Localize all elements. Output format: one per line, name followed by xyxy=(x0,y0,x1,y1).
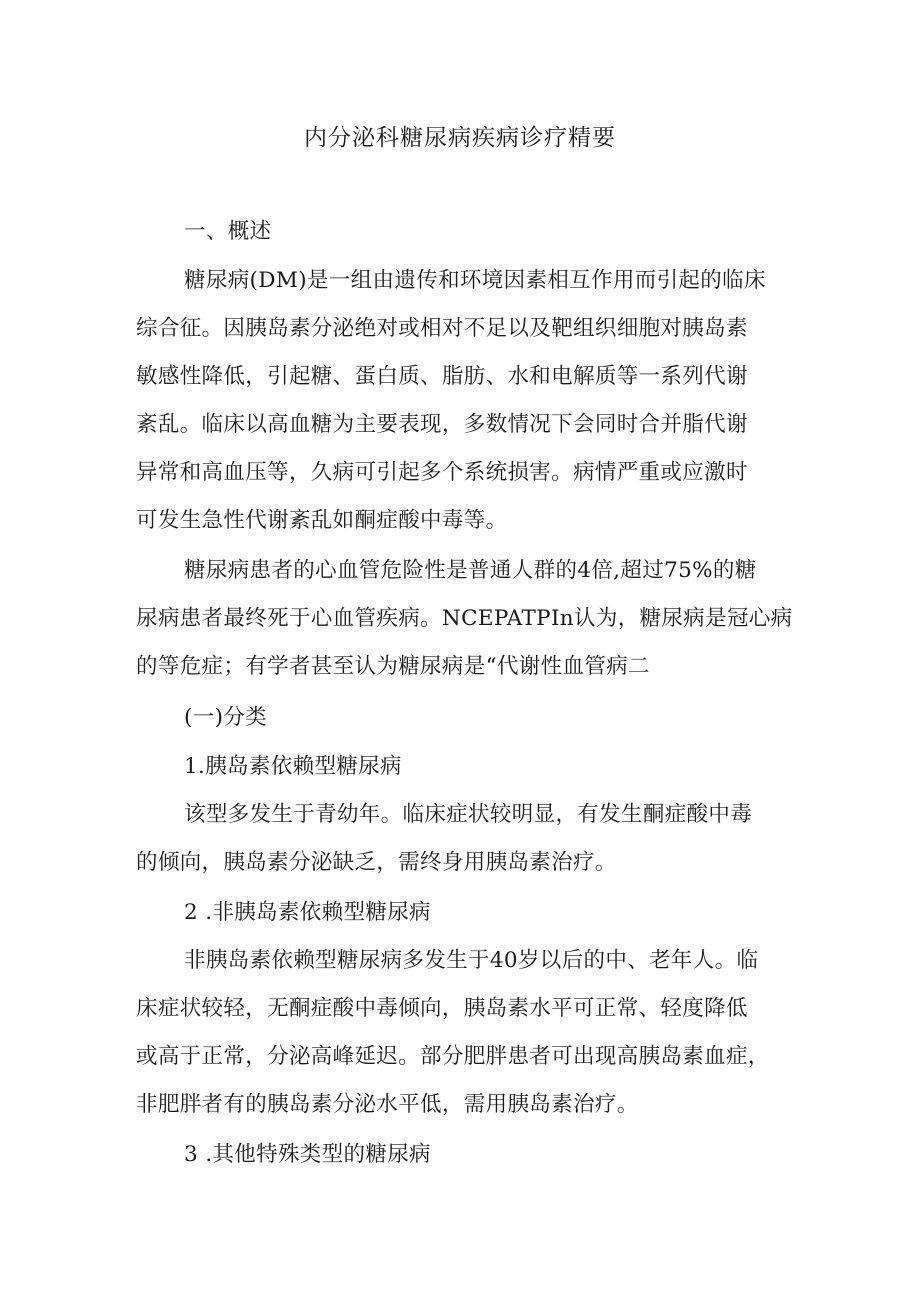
subheading-type-1: 1.胰岛素依赖型糖尿病 xyxy=(184,754,402,779)
paragraph-line: 异常和高血压等，久病可引起多个系统损害。病情严重或应激时 xyxy=(136,460,748,485)
section-heading-classification: (一)分类 xyxy=(184,705,268,730)
paragraph-line: 非胰岛素依赖型糖尿病多发生于40岁以后的中、老年人。临 xyxy=(184,948,759,973)
section-heading-overview: 一、概述 xyxy=(184,219,272,244)
paragraph-line: 综合征。因胰岛素分泌绝对或相对不足以及靶组织细胞对胰岛素 xyxy=(136,316,748,341)
paragraph-line: 糖尿病(DM)是一组由遗传和环境因素相互作用而引起的临床 xyxy=(184,268,766,293)
paragraph-line: 的倾向，胰岛素分泌缺乏，需终身用胰岛素治疗。 xyxy=(136,850,617,875)
paragraph-line: 的等危症；有学者甚至认为糖尿病是“代谢性血管病二 xyxy=(136,654,650,679)
paragraph-line: 可发生急性代谢紊乱如酮症酸中毒等。 xyxy=(136,508,508,533)
paragraph-line: 该型多发生于青幼年。临床症状较明显，有发生酮症酸中毒 xyxy=(184,802,753,827)
paragraph-line: 敏感性降低，引起糖、蛋白质、脂肪、水和电解质等一系列代谢 xyxy=(136,364,748,389)
paragraph-line: 或高于正常，分泌高峰延迟。部分肥胖患者可出现高胰岛素血症， xyxy=(136,1044,770,1069)
paragraph-line: 非肥胖者有的胰岛素分泌水平低，需用胰岛素治疗。 xyxy=(136,1092,639,1117)
paragraph-line: 床症状较轻，无酮症酸中毒倾向，胰岛素水平可正常、轻度降低 xyxy=(136,996,748,1021)
subheading-type-3: 3 .其他特殊类型的糖尿病 xyxy=(184,1142,431,1167)
paragraph-line: 尿病患者最终死于心血管疾病。NCEPATPIn认为，糖尿病是冠心病 xyxy=(136,606,793,631)
document-title: 内分泌科糖尿病疾病诊疗精要 xyxy=(304,125,616,151)
subheading-type-2: 2 .非胰岛素依赖型糖尿病 xyxy=(184,900,431,925)
paragraph-line: 糖尿病患者的心血管危险性是普通人群的4倍,超过75%的糖 xyxy=(184,558,757,583)
paragraph-line: 紊乱。临床以高血糖为主要表现，多数情况下会同时合并脂代谢 xyxy=(136,412,748,437)
